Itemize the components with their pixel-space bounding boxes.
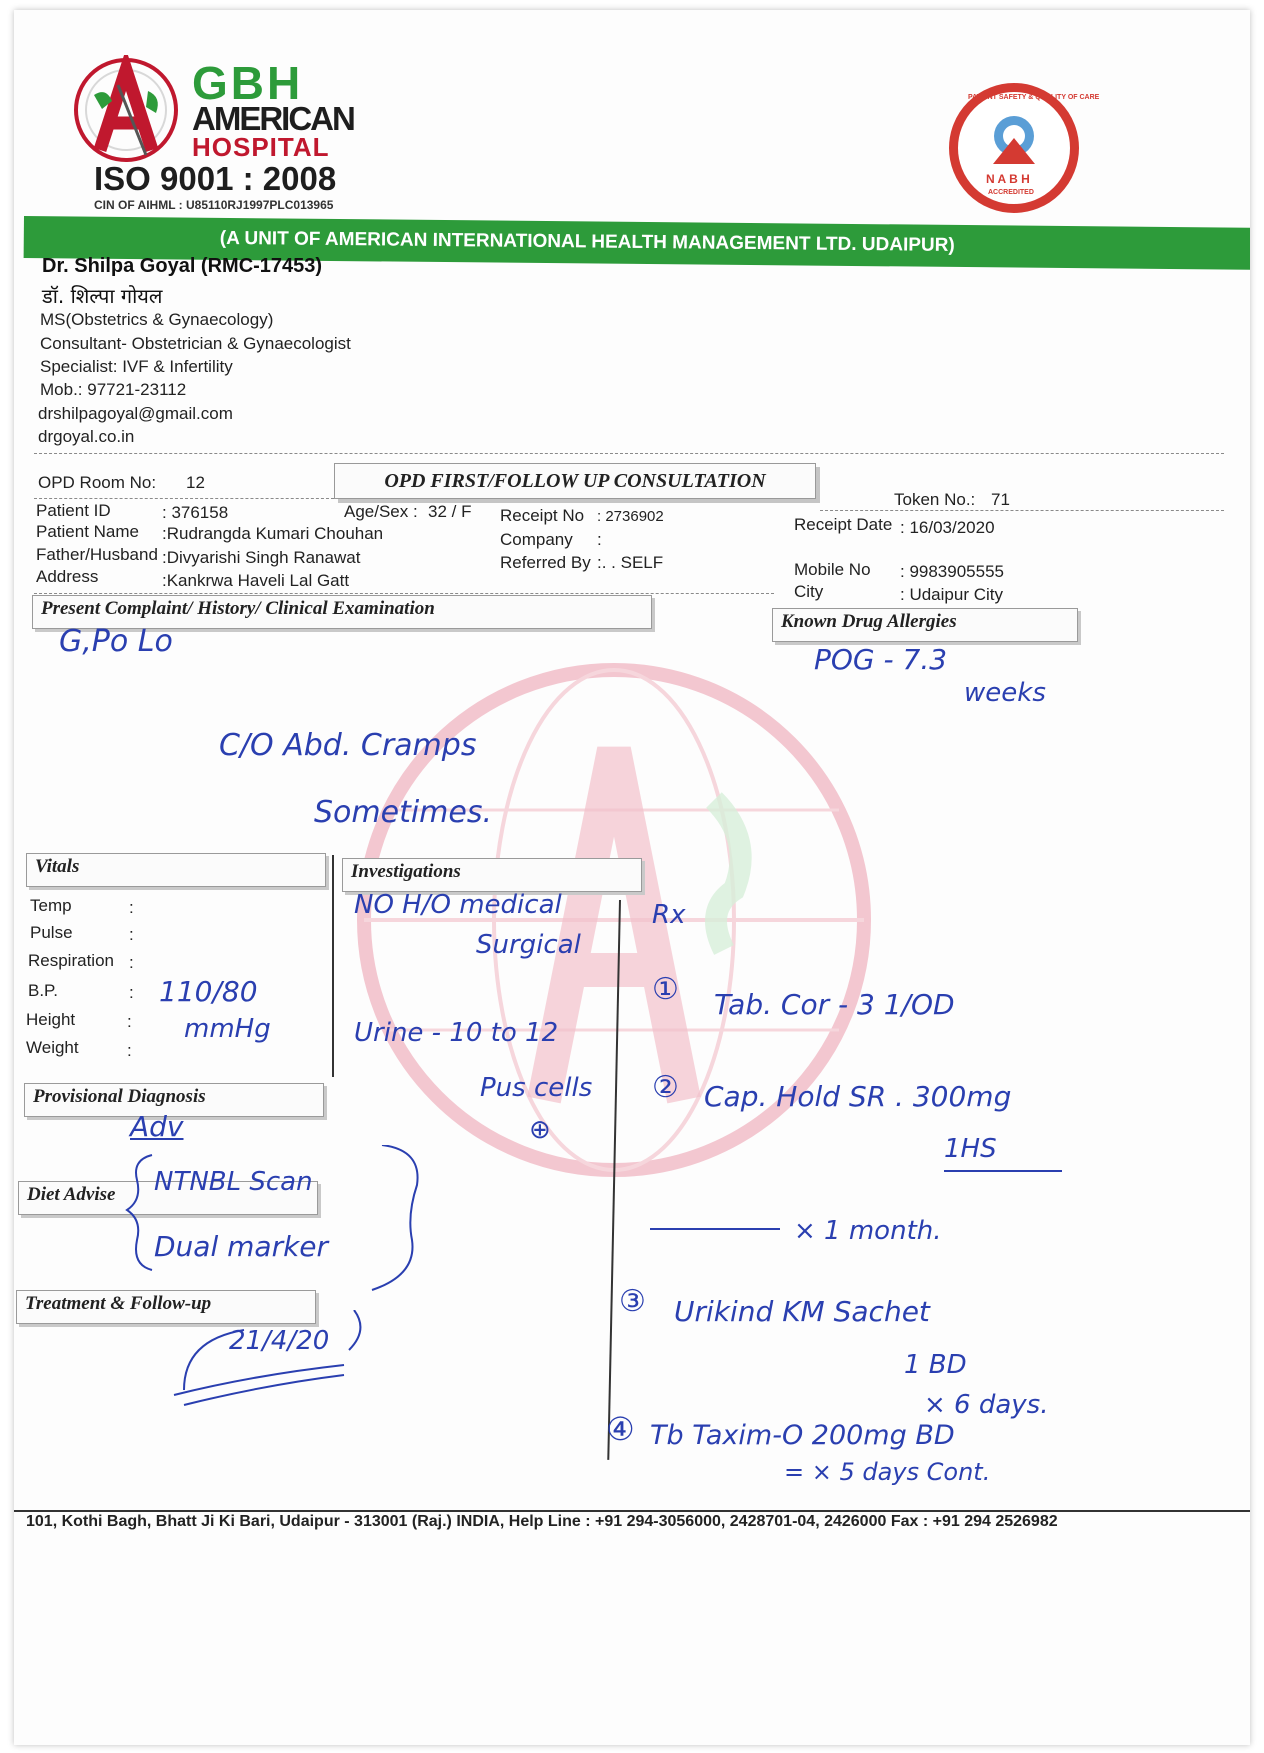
opd-room-label: OPD Room No: — [38, 473, 157, 492]
iso-certification: ISO 9001 : 2008 — [94, 160, 337, 197]
token-value: 71 — [991, 490, 1010, 509]
footer-rule — [14, 1510, 1250, 1512]
hospital-logo — [72, 55, 180, 165]
vital-weight-label: Weight — [26, 1038, 79, 1057]
mobile-label: Mobile No — [794, 560, 871, 579]
vital-bp-label: B.P. — [28, 981, 58, 1000]
hw-rx-2: Cap. Hold SR . 300mg — [704, 1080, 1012, 1113]
age-sex-value: 32 / F — [428, 502, 472, 521]
referred-value: :. . SELF — [597, 553, 664, 572]
vital-respiration-label: Respiration — [28, 951, 114, 970]
divider-info — [34, 498, 334, 499]
doctor-email: drshilpagoyal@gmail.com — [38, 404, 233, 423]
consultation-title: OPD FIRST/FOLLOW UP CONSULTATION — [334, 463, 816, 499]
token-label: Token No.: — [894, 490, 976, 509]
divider-bottom-info — [34, 593, 774, 594]
hospital-name-american: AMERICAN — [192, 100, 354, 137]
vital-pulse-colon: : — [129, 925, 134, 944]
receipt-date-value: : 16/03/2020 — [900, 518, 995, 537]
vital-temp-label: Temp — [30, 896, 72, 915]
diet-section-heading: Diet Advise — [18, 1181, 318, 1215]
allergies-section-heading: Known Drug Allergies — [772, 608, 1078, 642]
banner-text: (A UNIT OF AMERICAN INTERNATIONAL HEALTH MANAGEMENT LTD. UDAIPUR) — [219, 227, 955, 256]
hw-inv-no-ho: NO H/O medical — [354, 890, 562, 920]
city-value: : Udaipur City — [900, 585, 1003, 604]
investigations-section-heading: Investigations — [342, 858, 642, 892]
hospital-name-hospital: HOSPITAL — [192, 132, 330, 162]
hw-complaint-gpl: G,Po Lo — [59, 624, 173, 659]
nabh-text: N A B H — [986, 172, 1030, 186]
vital-height-label: Height — [26, 1010, 76, 1029]
hw-rx-2-dose: 1HS — [944, 1134, 997, 1164]
address-value: :Kankrwa Haveli Lal Gatt — [162, 571, 350, 590]
hw-rx-1-number: ① — [652, 972, 679, 1007]
doctor-mobile: Mob.: 97721-23112 — [40, 380, 187, 399]
hw-diet-dual-marker: Dual marker — [154, 1230, 329, 1263]
hw-allergy-pog: POG - 7.3 — [814, 643, 948, 676]
mobile-value: : 9983905555 — [900, 562, 1004, 581]
doctor-name-hindi: डॉ. शिल्पा गोयल — [42, 284, 163, 308]
company-label: Company — [500, 530, 573, 549]
vital-weight-colon: : — [127, 1041, 132, 1060]
hw-rx-2-number: ② — [652, 1070, 679, 1105]
hw-allergy-weeks: weeks — [964, 678, 1046, 708]
doctor-role: Consultant- Obstetrician & Gynaecologist — [40, 334, 351, 353]
hw-rx-1: Tab. Cor - 3 1/OD — [714, 988, 955, 1021]
patient-name-label: Patient Name — [36, 522, 139, 541]
nabh-seal-ring-text: PATIENT SAFETY & QUALITY OF CARE — [968, 94, 1100, 101]
vital-respiration-colon: : — [129, 953, 134, 972]
vital-height-colon: : — [127, 1012, 132, 1031]
doctor-website: drgoyal.co.in — [38, 427, 135, 446]
hw-inv-surgical: Surgical — [476, 930, 581, 960]
nabh-seal — [949, 83, 1100, 213]
patient-name-value: :Rudrangda Kumari Chouhan — [162, 524, 384, 543]
city-label: City — [794, 582, 824, 601]
hw-rx-3-duration: × 6 days. — [924, 1390, 1049, 1420]
diagnosis-section-heading: Provisional Diagnosis — [24, 1083, 324, 1117]
hw-rx-4-number: ④ — [606, 1410, 635, 1448]
hw-bp-unit: mmHg — [184, 1014, 271, 1044]
receipt-value: : 2736902 — [597, 508, 664, 525]
hw-rx-symbol: Rx — [652, 900, 686, 930]
divider-info-right — [820, 510, 1224, 511]
vital-temp-colon: : — [129, 898, 134, 917]
complaint-section-heading: Present Complaint/ History/ Clinical Examination — [32, 595, 652, 629]
hw-rx-2-line-left — [650, 1228, 780, 1230]
hw-diet-bracket — [122, 1145, 432, 1300]
vitals-section-heading: Vitals — [26, 853, 326, 887]
doctor-degree: MS(Obstetrics & Gynaecology) — [40, 310, 274, 329]
hw-inv-urine: Urine - 10 to 12 — [354, 1018, 559, 1048]
doctor-specialist: Specialist: IVF & Infertility — [40, 357, 233, 376]
receipt-date-label: Receipt Date — [794, 515, 893, 534]
address-label: Address — [36, 567, 99, 586]
hw-complaint-cramps: C/O Abd. Cramps — [219, 728, 477, 763]
divider-top — [34, 453, 1224, 454]
hw-followup-date: 21/4/20 — [229, 1326, 330, 1356]
hw-inv-positive: ⊕ — [529, 1115, 551, 1145]
hw-diet-ntnbl: NTNBL Scan — [154, 1167, 313, 1197]
hw-rx-3: Urikind KM Sachet — [674, 1295, 930, 1328]
referred-label: Referred By — [500, 553, 591, 572]
doctor-name: Dr. Shilpa Goyal (RMC-17453) — [42, 255, 323, 277]
hw-followup-strokes — [164, 1310, 384, 1410]
age-sex-label: Age/Sex : — [344, 502, 418, 521]
hw-bp-value: 110/80 — [159, 975, 258, 1008]
hw-rx-3-dose: 1 BD — [904, 1350, 967, 1380]
footer-address: 101, Kothi Bagh, Bhatt Ji Ki Bari, Udaipur - 313001 (Raj.) INDIA, Help Line : +91 294-3056000, 2428701-04, 2426000 Fax : +91 294 2526982 — [26, 1513, 1058, 1530]
hw-rx-4: Tb Taxim-O 200mg BD — [650, 1420, 955, 1451]
treatment-section-heading: Treatment & Follow-up — [16, 1290, 316, 1324]
hw-rx-4-duration: = × 5 days Cont. — [784, 1458, 991, 1486]
nabh-accredited: ACCREDITED — [988, 189, 1034, 196]
hw-diagnosis: Adv — [130, 1110, 184, 1143]
hw-rx-3-number: ③ — [619, 1284, 646, 1319]
vitals-divider — [332, 855, 334, 1077]
opd-prescription-sheet — [14, 10, 1250, 1745]
patient-id-label: Patient ID — [36, 501, 111, 520]
receipt-label: Receipt No — [500, 506, 585, 525]
cin-number: CIN OF AIHML : U85110RJ1997PLC013965 — [94, 198, 334, 212]
vital-bp-colon: : — [129, 983, 134, 1002]
opd-room-value: 12 — [186, 473, 205, 492]
patient-id-value: : 376158 — [162, 503, 229, 522]
vital-pulse-label: Pulse — [30, 923, 73, 942]
father-label: Father/Husband — [36, 545, 158, 564]
company-value: : — [597, 530, 602, 549]
hw-inv-pus-cells: Pus cells — [480, 1073, 593, 1103]
hw-complaint-sometimes: Sometimes. — [314, 795, 493, 830]
nabh-emblem-icon — [985, 114, 1043, 168]
hospital-name-gbh: GBH — [192, 57, 304, 109]
father-value: :Divyarishi Singh Ranawat — [162, 548, 361, 567]
hw-rx-2-duration: × 1 month. — [794, 1216, 942, 1246]
hw-rx-2-line — [944, 1170, 1062, 1172]
